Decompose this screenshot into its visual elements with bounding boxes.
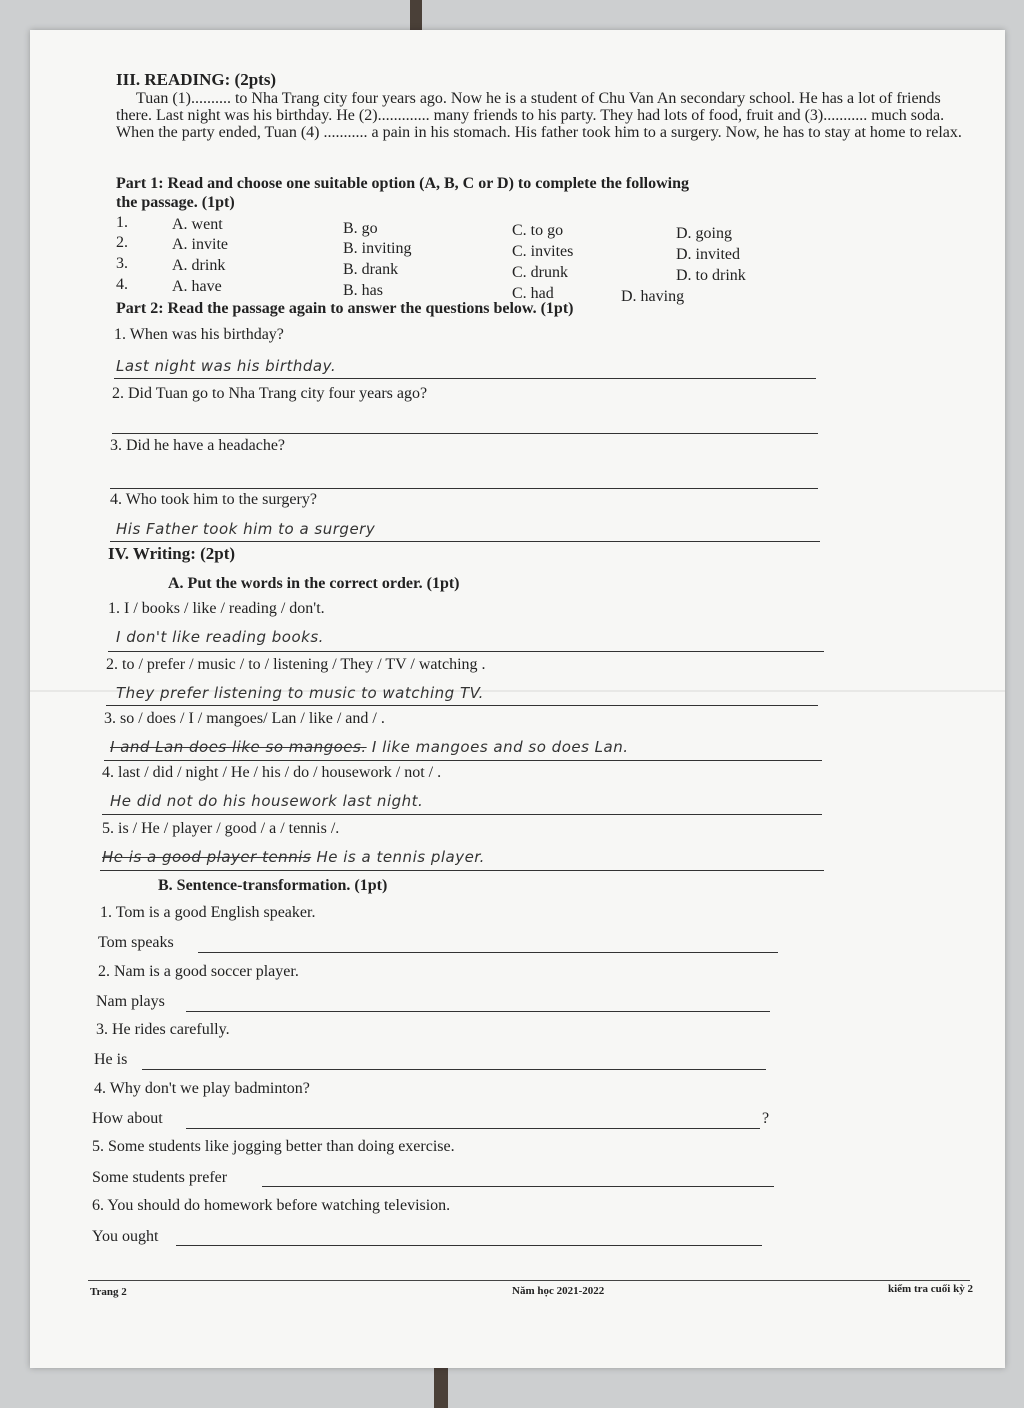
- option-row-2-d[interactable]: D. invited: [676, 246, 740, 263]
- option-row-4-c[interactable]: C. had: [512, 285, 554, 302]
- reading-passage: Tuan (1).......... to Nha Trang city four years ago. Now he is a student of Chu Van An secondary school. He has a lot of friends there. Last night was his birthday. He (2)............. many friends to his party. They had lots of food, fruit and (3)........... much soda. When the party ended, Tuan (4) ........... a pain in his stomach. His father took him to a surgery. Now, he has to stay at home to relax.: [116, 90, 962, 141]
- transform-6-line[interactable]: [176, 1245, 762, 1246]
- question-3: 3. Did he have a headache?: [110, 437, 286, 454]
- transform-1-line[interactable]: [198, 952, 778, 953]
- transform-2-sentence: 2. Nam is a good soccer player.: [98, 963, 299, 980]
- order-item-3-struck: I and Lan does like so mangoes.: [110, 738, 367, 756]
- transform-3-sentence: 3. He rides carefully.: [96, 1021, 230, 1038]
- reading-heading: III. READING: (2pts): [116, 70, 277, 89]
- worksheet-page: [30, 30, 1005, 1368]
- order-item-4: 4. last / did / night / He / his / do / housework / not / .: [102, 764, 442, 781]
- order-item-3-answer[interactable]: [110, 738, 629, 756]
- transform-4-line[interactable]: [186, 1128, 760, 1129]
- order-item-4-answer[interactable]: He did not do his housework last night.: [110, 792, 424, 810]
- option-row-4-a[interactable]: A. have: [172, 278, 222, 295]
- writing-part-b-title: B. Sentence-transformation. (1pt): [158, 877, 388, 894]
- order-item-2-answer[interactable]: They prefer listening to music to watching TV.: [116, 684, 484, 702]
- transform-5-sentence: 5. Some students like jogging better than doing exercise.: [92, 1138, 455, 1155]
- order-item-5-answer[interactable]: [102, 848, 485, 866]
- option-row-1-b[interactable]: B. go: [343, 220, 378, 237]
- question-4-answer[interactable]: His Father took him to a surgery: [116, 520, 376, 538]
- footer-school-year: Năm học 2021-2022: [512, 1285, 605, 1297]
- question-1-line: [114, 378, 816, 379]
- order-item-1-answer[interactable]: I don't like reading books.: [116, 628, 324, 646]
- order-item-5-final: He is a tennis player.: [311, 848, 485, 866]
- order-item-1-line: [108, 651, 824, 652]
- order-item-5: 5. is / He / player / good / a / tennis /.: [102, 820, 340, 837]
- order-item-1: 1. I / books / like / reading / don't.: [108, 600, 325, 617]
- transform-1-lead: Tom speaks: [98, 934, 174, 951]
- option-row-2-num: 2.: [116, 234, 128, 251]
- order-item-4-line: [102, 814, 822, 815]
- option-row-4-num: 4.: [116, 276, 128, 293]
- option-row-1-num: 1.: [116, 214, 128, 231]
- option-row-2-c[interactable]: C. invites: [512, 243, 574, 260]
- transform-2-line[interactable]: [186, 1011, 770, 1012]
- option-row-4-b[interactable]: B. has: [343, 282, 383, 299]
- option-row-3-d[interactable]: D. to drink: [676, 267, 746, 284]
- question-1-answer[interactable]: Last night was his birthday.: [116, 357, 337, 375]
- option-row-2-a[interactable]: A. invite: [172, 236, 228, 253]
- part1-title-line2: the passage. (1pt): [116, 194, 235, 211]
- question-4: 4. Who took him to the surgery?: [110, 491, 317, 508]
- transform-3-lead: He is: [94, 1051, 128, 1068]
- part2-title: Part 2: Read the passage again to answer the questions below. (1pt): [116, 300, 574, 317]
- transform-4-lead: How about: [92, 1110, 163, 1127]
- footer-exam-title: kiểm tra cuối kỳ 2: [888, 1283, 973, 1295]
- option-row-2-b[interactable]: B. inviting: [343, 240, 412, 257]
- order-item-3: 3. so / does / I / mangoes/ Lan / like / and / .: [104, 710, 385, 727]
- option-row-1-a[interactable]: A. went: [172, 216, 223, 233]
- question-2-line: [112, 433, 818, 434]
- question-2: 2. Did Tuan go to Nha Trang city four years ago?: [112, 385, 428, 402]
- transform-4-sentence: 4. Why don't we play badminton?: [94, 1080, 310, 1097]
- transform-5-lead: Some students prefer: [92, 1169, 228, 1186]
- part1-title: Part 1: Read and choose one suitable option (A, B, C or D) to complete the following: [116, 175, 690, 192]
- transform-6-sentence: 6. You should do homework before watching television.: [92, 1197, 451, 1214]
- transform-1-sentence: 1. Tom is a good English speaker.: [100, 904, 316, 921]
- order-item-2-line: [106, 705, 818, 706]
- transform-3-line[interactable]: [142, 1069, 766, 1070]
- order-item-5-struck: He is a good player tennis: [102, 848, 312, 866]
- transform-6-lead: You ought: [92, 1228, 159, 1245]
- option-row-3-num: 3.: [116, 255, 128, 272]
- option-row-1-c[interactable]: C. to go: [512, 222, 564, 239]
- question-4-line: [110, 541, 820, 542]
- transform-4-end: ?: [762, 1110, 770, 1127]
- order-item-2: 2. to / prefer / music / to / listening / They / TV / watching .: [106, 656, 486, 673]
- option-row-4-d[interactable]: D. having: [621, 288, 685, 305]
- tile-joint-bottom: [434, 1368, 448, 1408]
- footer-rule: [88, 1280, 970, 1281]
- footer-page-number: Trang 2: [90, 1286, 127, 1298]
- option-row-3-b[interactable]: B. drank: [343, 261, 399, 278]
- order-item-3-line: [104, 760, 822, 761]
- option-row-3-a[interactable]: A. drink: [172, 257, 226, 274]
- option-row-3-c[interactable]: C. drunk: [512, 264, 568, 281]
- order-item-3-final: I like mangoes and so does Lan.: [366, 738, 629, 756]
- transform-2-lead: Nam plays: [96, 993, 165, 1010]
- writing-part-a-title: A. Put the words in the correct order. (1pt): [168, 575, 460, 592]
- option-row-1-d[interactable]: D. going: [676, 225, 732, 242]
- order-item-5-line: [100, 870, 824, 871]
- transform-5-line[interactable]: [262, 1186, 774, 1187]
- writing-heading: IV. Writing: (2pt): [108, 544, 236, 563]
- question-1: 1. When was his birthday?: [114, 326, 284, 343]
- question-3-line: [110, 488, 818, 489]
